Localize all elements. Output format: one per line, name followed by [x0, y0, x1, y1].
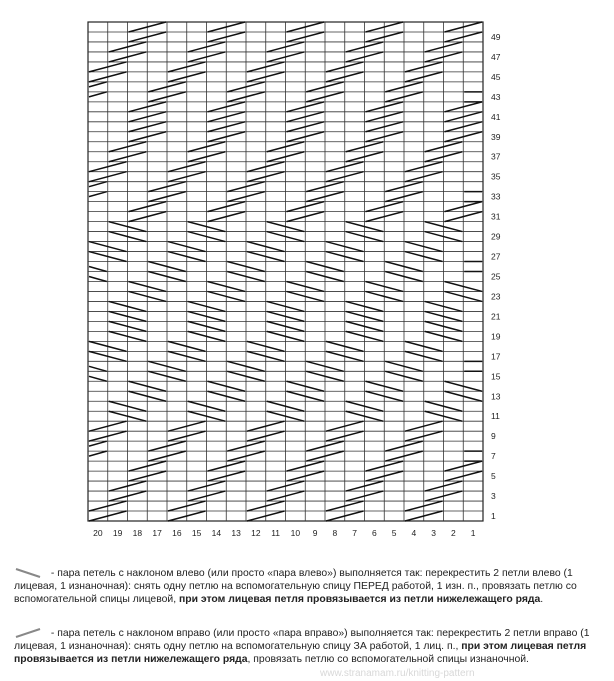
- row-label: 13: [491, 391, 501, 402]
- cross-right-symbol: [89, 451, 107, 456]
- column-label: 20: [93, 528, 103, 538]
- row-label: 31: [491, 211, 501, 222]
- row-label: 47: [491, 51, 501, 62]
- column-label: 4: [411, 528, 417, 538]
- column-label: 14: [211, 528, 222, 538]
- row-label: 9: [491, 431, 496, 442]
- row-label: 17: [491, 351, 501, 362]
- legend-left-cross: [14, 567, 602, 607]
- column-label: 1: [470, 528, 476, 538]
- cross-right-symbol: [89, 82, 107, 87]
- column-label: 11: [271, 528, 281, 538]
- column-label: 8: [332, 528, 338, 538]
- column-label: 9: [312, 528, 318, 538]
- row-label: 1: [491, 511, 496, 522]
- row-labels: [491, 32, 501, 521]
- row-label: 29: [491, 231, 501, 242]
- column-label: 2: [451, 528, 456, 538]
- legend-left-bold: при этом лицевая петля провязывается из петли нижележащего ряда: [178, 594, 541, 606]
- column-label: 19: [112, 528, 123, 538]
- column-label: 13: [231, 528, 241, 538]
- legend-right-bold: при этом лицевая петля провязывается из петли нижележащего ряда: [14, 641, 587, 666]
- chart-grid: [88, 22, 483, 521]
- right-cross-symbol-icon: [14, 627, 42, 639]
- row-label: 45: [491, 71, 501, 82]
- cross-left-symbol: [89, 276, 107, 281]
- legend-right-cross: [14, 627, 602, 667]
- column-label: 18: [132, 528, 143, 538]
- row-label: 21: [491, 311, 501, 322]
- left-cross-symbol-icon: [14, 567, 42, 579]
- row-label: 41: [491, 111, 501, 122]
- row-label: 23: [491, 291, 501, 302]
- watermark: www.stranamam.ru/knitting-pattern: [320, 668, 475, 679]
- legend-right-end: , провязать петлю со вспомогательной спицы изнаночной.: [247, 654, 529, 666]
- cross-right-symbol: [89, 182, 107, 187]
- column-label: 17: [152, 528, 162, 538]
- row-label: 35: [491, 171, 501, 182]
- cross-right-symbol: [89, 441, 107, 446]
- row-label: 37: [491, 151, 501, 162]
- row-label: 25: [491, 271, 501, 282]
- legend-left-text: - пара петель с наклоном влево (или просто «пара влево») выполняется так: перекрестить 2 петли влево (1 лицевая, 1 изнаночная): снять одну петлю на вспомогательную спицу ПЕРЕД работой, 1 изн. п., провязать петлю со вспомогательной спицы лицевой,: [14, 568, 577, 606]
- row-label: 33: [491, 191, 501, 202]
- column-label: 15: [191, 528, 202, 538]
- cross-right-symbol: [89, 92, 107, 97]
- row-label: 5: [491, 471, 496, 482]
- legend-right-text: - пара петель с наклоном вправо (или просто «пара вправо») выполняется так: перекрестить 2 петли вправо (1 лицевая, 1 изнаночная): снять одну петлю на вспомогательную спицу ЗА работой, 1 лиц. п.,: [14, 628, 590, 653]
- cross-left-symbol: [89, 366, 107, 371]
- row-label: 43: [491, 91, 501, 102]
- row-label: 27: [491, 251, 501, 262]
- column-label: 3: [431, 528, 436, 538]
- column-label: 12: [251, 528, 261, 538]
- row-label: 19: [491, 331, 501, 342]
- column-label: 16: [172, 528, 182, 538]
- column-label: 10: [290, 528, 301, 538]
- row-label: 11: [491, 411, 500, 422]
- column-labels: [93, 528, 476, 538]
- cross-right-symbol: [89, 192, 107, 197]
- column-label: 6: [372, 528, 377, 538]
- column-label: 5: [391, 528, 397, 538]
- row-label: 49: [491, 31, 501, 42]
- row-label: 3: [491, 491, 496, 502]
- cross-left-symbol: [89, 376, 107, 381]
- cross-left-symbol: [89, 267, 107, 272]
- legend-left-end: .: [540, 594, 544, 606]
- column-label: 7: [352, 528, 357, 538]
- row-label: 39: [491, 131, 501, 142]
- row-label: 15: [491, 371, 501, 382]
- row-label: 7: [491, 451, 496, 462]
